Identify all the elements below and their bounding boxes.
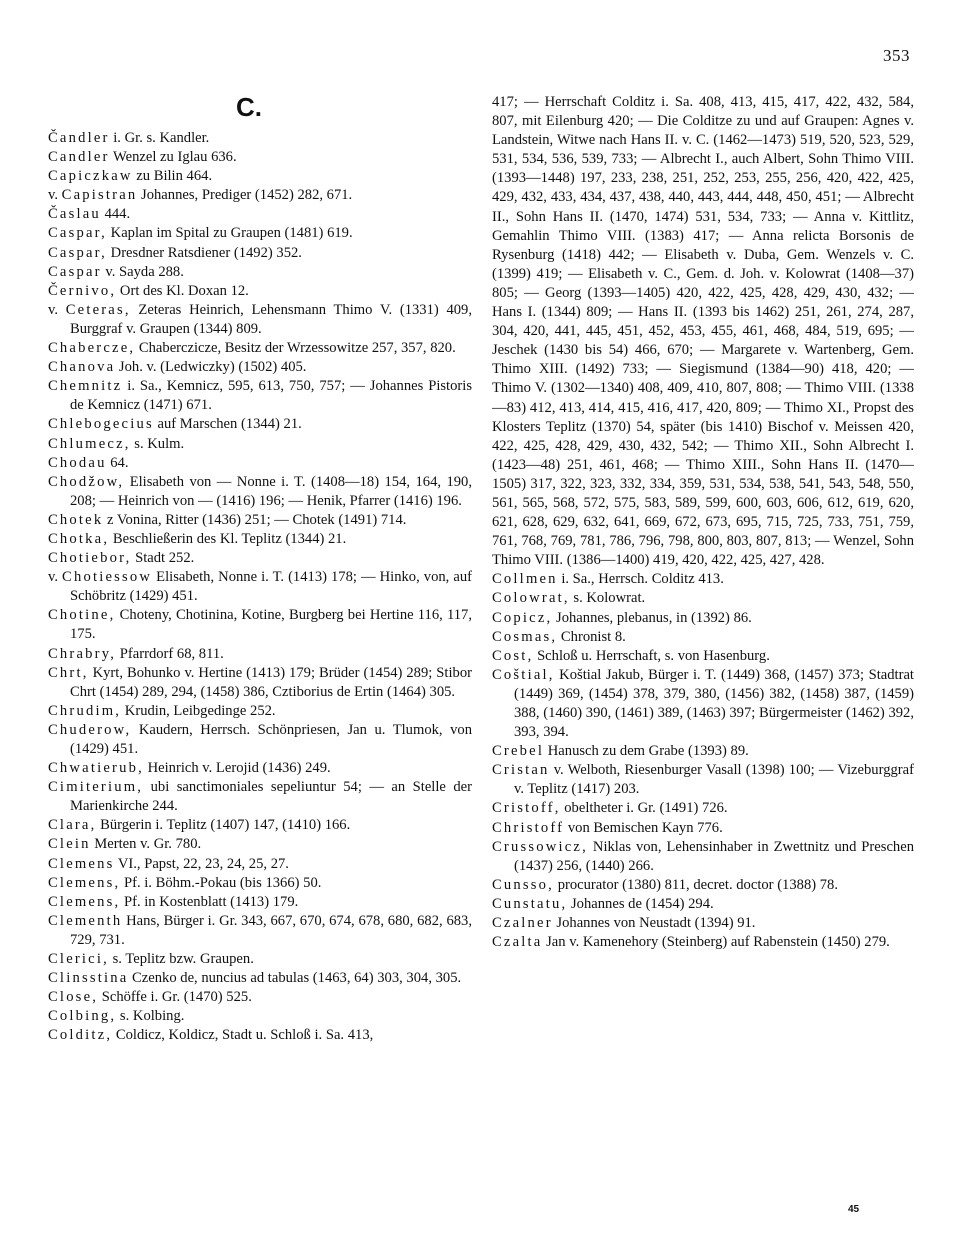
entry-text: 444.: [100, 206, 131, 223]
index-entry: [48, 835, 472, 854]
index-entry: [48, 224, 472, 243]
entry-text: Johannes de (1454) 294.: [567, 895, 714, 912]
index-entry: [48, 530, 472, 549]
entry-text: Ort des Kl. Doxan 12.: [116, 282, 249, 299]
entry-headword: Colowrat,: [492, 590, 570, 607]
index-entry: [48, 358, 472, 377]
entry-text: s. Teplitz bzw. Graupen.: [108, 951, 254, 968]
entry-headword: Čandler: [48, 130, 110, 146]
entry-headword: Chabercze,: [48, 340, 136, 357]
entry-headword: Chemnitz: [48, 378, 123, 395]
entry-headword: Chrudim,: [48, 702, 122, 719]
entry-text: Beschließerin des Kl. Teplitz (1344) 21.: [109, 530, 347, 547]
index-entry: [492, 666, 914, 742]
entry-text: Schöffe i. Gr. (1470) 525.: [98, 989, 252, 1006]
index-entry: [48, 759, 472, 778]
index-entry: [48, 205, 472, 224]
entry-headword: Clemens,: [48, 874, 121, 891]
entry-text: Stadt 252.: [131, 550, 195, 567]
section-letter: C.: [236, 92, 262, 122]
entry-text: zu Bilin 464.: [132, 168, 213, 185]
entry-text: Kyrt, Bohunko v. Hertine (1413) 179; Brüder (1454) 289; Stibor Chrt (1454) 289, 294, (1458) 386, Cztiborius de Ertin (1464) 305.: [70, 664, 472, 700]
index-entry: [492, 895, 914, 914]
index-entry: [48, 301, 472, 339]
entry-headword: Czalner: [492, 915, 553, 932]
index-entry: [48, 263, 472, 282]
entry-text: i. Gr. s. Kandler.: [109, 130, 210, 146]
signature-mark: 45: [848, 1204, 860, 1215]
entry-headword: Chotiebor,: [48, 550, 132, 567]
index-entry: [48, 568, 472, 606]
index-entry: [492, 761, 914, 799]
index-entry: [48, 148, 472, 167]
index-entry: [48, 1026, 472, 1045]
entry-headword: Chuderow,: [48, 721, 132, 738]
index-entry: [492, 570, 914, 589]
entry-text: Schloß u. Herrschaft, s. von Hasenburg.: [533, 647, 770, 664]
index-entry: [492, 647, 914, 666]
index-entry: [48, 186, 472, 205]
index-entry: [492, 838, 914, 876]
entry-headword: Cost,: [492, 647, 534, 664]
entry-headword: Chotine,: [48, 607, 116, 624]
entry-headword: Chlumecz,: [48, 435, 131, 452]
index-entry: [48, 511, 472, 530]
entry-text: procurator (1380) 811, decret. doctor (1388) 78.: [554, 876, 838, 893]
entry-text: obeltheter i. Gr. (1491) 726.: [560, 800, 728, 817]
entry-headword: Cosmas,: [492, 628, 558, 645]
index-entry: [48, 702, 472, 721]
index-entry: [48, 664, 472, 702]
entry-headword: Černivo,: [48, 282, 117, 299]
index-entry: [492, 933, 914, 952]
entry-headword: Christoff: [492, 819, 565, 836]
index-entry: [492, 819, 914, 838]
entry-text: Hans, Bürger i. Gr. 343, 667, 670, 674, 678, 680, 682, 683, 729, 731.: [70, 912, 472, 948]
entry-headword: Cunsso,: [492, 876, 555, 893]
index-entry: [48, 435, 472, 454]
entry-text: z Vonina, Ritter (1436) 251; — Chotek (1491) 714.: [103, 511, 407, 528]
entry-text: s. Kulm.: [130, 435, 185, 452]
entry-headword: Časlau: [48, 206, 101, 223]
entry-headword: Copicz,: [492, 609, 553, 626]
entry-headword: Cimiterium,: [48, 779, 144, 796]
index-entry: [492, 742, 914, 761]
index-entry: [492, 609, 914, 628]
entry-text: Zeteras Heinrich, Lehensmann Thimo V. (1331) 409, Burggraf v. Graupen (1344) 809.: [70, 301, 472, 337]
entry-text: i. Sa., Herrsch. Colditz 413.: [557, 571, 724, 588]
index-entry: [48, 167, 472, 186]
entry-headword: Caspar,: [48, 244, 107, 261]
entry-text: 64.: [106, 454, 129, 471]
entry-headword: Colbing,: [48, 1008, 117, 1025]
index-entry: [48, 969, 472, 988]
entry-text: Chaberczicze, Besitz der Wrzessowitze 257, 357, 820.: [135, 340, 456, 357]
entry-headword: Ceteras,: [65, 301, 131, 318]
index-entry: [48, 454, 472, 473]
index-entry: [492, 628, 914, 647]
entry-headword: Cristan: [492, 762, 550, 779]
entry-text: Niklas von, Lehensinhaber in Zwettnitz und Preschen (1437) 256, (1440) 266.: [514, 838, 914, 874]
entry-headword: Chotek: [48, 511, 104, 528]
index-entry: [48, 282, 472, 301]
entry-headword: Caspar: [48, 263, 102, 280]
entry-headword: Clara,: [48, 817, 97, 834]
entry-headword: Chotiessow: [62, 569, 153, 586]
entry-headword: Chwatierub,: [48, 760, 144, 777]
index-entry: [48, 339, 472, 358]
entry-prefix: v.: [48, 569, 63, 586]
entry-text: Koštial Jakub, Bürger i. T. (1449) 368, (1457) 373; Stadtrat (1449) 369, (1454) 378, 379, 380, (1456) 382, (1458) 387, (1459) 388, (1460) 390, (1461) 389, (1463) 397; Bürgermeister (1462) 392, 393, 394.: [514, 666, 914, 741]
entry-text: Kaudern, Herrsch. Schönpriesen, Jan u. Tlumok, von (1429) 451.: [70, 721, 472, 757]
entry-headword: Capiczkaw: [48, 168, 133, 185]
entry-headword: Crebel: [492, 743, 545, 760]
entry-text: Krudin, Leibgedinge 252.: [121, 702, 276, 719]
index-entry: [492, 914, 914, 933]
entry-text: Johannes, Prediger (1452) 282, 671.: [137, 187, 353, 204]
index-entry: [48, 645, 472, 664]
entry-text: Jan v. Kamenehory (Steinberg) auf Rabenstein (1450) 279.: [542, 934, 890, 951]
index-entry: [48, 855, 472, 874]
index-entry: [48, 874, 472, 893]
entry-headword: Clinsstina: [48, 970, 129, 987]
right-column: [492, 93, 914, 952]
index-entry: [48, 721, 472, 759]
entry-text: Choteny, Chotinina, Kotine, Burgberg bei Hertine 116, 117, 175.: [70, 607, 472, 643]
entry-text: Johannes, plebanus, in (1392) 86.: [552, 609, 752, 626]
entry-headword: Cristoff,: [492, 800, 561, 817]
index-entry: [48, 1007, 472, 1026]
index-entry: [48, 244, 472, 263]
entry-headword: Colditz,: [48, 1027, 113, 1044]
entry-text: Elisabeth von — Nonne i. T. (1408—18) 154, 164, 190, 208; — Heinrich von — (1416) 196; — Henik, Pfarrer (1416) 196.: [70, 473, 472, 509]
index-entry: [48, 129, 472, 148]
entry-text: Bürgerin i. Teplitz (1407) 147, (1410) 166.: [96, 817, 351, 834]
index-entry: [492, 799, 914, 818]
index-entry: [492, 876, 914, 895]
entry-text: Johannes von Neustadt (1394) 91.: [552, 915, 756, 932]
entry-text: i. Sa., Kemnicz, 595, 613, 750, 757; — Johannes Pistoris de Kemnicz (1471) 671.: [70, 378, 472, 414]
entry-text: ubi sanctimoniales sepeliuntur 54; — an Stelle der Marienkirche 244.: [70, 779, 472, 815]
entry-text: VI., Papst, 22, 23, 24, 25, 27.: [114, 855, 289, 872]
entry-headword: Close,: [48, 989, 99, 1006]
entry-text: Joh. v. (Ledwiczky) (1502) 405.: [115, 359, 307, 376]
entry-text: Pf. in Kostenblatt (1413) 179.: [120, 893, 299, 910]
entry-headword: Chrt,: [48, 664, 89, 681]
index-entry: [48, 549, 472, 568]
entry-text: Heinrich v. Lerojid (1436) 249.: [143, 760, 331, 777]
entry-headword: Collmen: [492, 571, 558, 588]
index-entry: [48, 912, 472, 950]
entry-headword: Clemens: [48, 855, 115, 872]
index-entry: [48, 415, 472, 434]
index-entry: [492, 589, 914, 608]
entry-text: auf Marschen (1344) 21.: [153, 416, 302, 433]
entry-headword: Chodžow,: [48, 473, 125, 490]
index-entry: [48, 606, 472, 644]
entry-text: Wenzel zu Iglau 636.: [109, 149, 237, 166]
entry-text: Hanusch zu dem Grabe (1393) 89.: [544, 743, 749, 760]
entry-text: Elisabeth, Nonne i. T. (1413) 178; — Hinko, von, auf Schöbritz (1429) 451.: [70, 569, 472, 605]
index-entry: [48, 988, 472, 1007]
index-entry: [48, 473, 472, 511]
index-entry: [48, 778, 472, 816]
entry-text: Pfarrdorf 68, 811.: [116, 645, 224, 662]
entry-headword: Cunstatu,: [492, 895, 568, 912]
entry-headword: Chotka,: [48, 530, 110, 547]
entry-prefix: v.: [48, 301, 66, 318]
entry-text: Coldicz, Koldicz, Stadt u. Schloß i. Sa. 413,: [112, 1027, 374, 1044]
colditz-entry-continuation: 417; — Herrschaft Colditz i. Sa. 408, 413, 415, 417, 422, 432, 584, 807, mit Eilenburg 420; — Die Colditze zu und auf Graupen: Agnes v. Landstein, Witwe nach Hans II. v. C. (1462—1473) 519, 520, 523, 529, 531, 534, 536, 539, 733; — Albrecht I., auch Albert, Sohn Thimo VIII. (1393—1448) 197, 233, 238, 251, 252, 253, 255, 256, 420, 422, 425, 429, 432, 433, 434, 437, 438, 440, 443, 444, 448, 450, 451; — Albrecht II., Sohn Hans II. (1470, 1474) 531, 534, 733; — Anna v. Kittlitz, Gemahlin Thimo VIII. (1383) 417; — Anna relicta Borsonis de Rysenburg (1418) 442; — Elisabeth v. Duba, Gem. Wenzels v. C. (1399) 419; — Elisabeth v. C., Gem. d. Joh. v. Kolowrat (1408—37) 805; — Georg (1393—1405) 420, 422, 425, 428, 429, 430, 432; — Hans I. (1344) 809; — Hans II. (1393 bis 1462) 251, 261, 274, 287, 304, 420, 441, 445, 451, 452, 453, 455, 461, 468, 484, 519, 695; — Jeschek (1430 bis 54) 466, 670; — Margarete v. Wartenberg, Gem. Thimo XIII. (1492) 733; — Siegismund (1384—90) 418, 420; — Thimo V. (1302—1340) 408, 409, 410, 807, 808; — Thimo VIII. (1338—83) 412, 413, 414, 415, 416, 417, 420, 809; — Thimo XI., Propst des Klosters Teplitz (1370) 54, später (bis 1410) Bischof v. Meissen 420, 422, 425, 428, 429, 430, 432, 542; — Thimo XII., Sohn Albrecht I. (1423—48) 251, 461, 468; — Thimo XIII., Sohn Hans II. (1470—1505) 317, 322, 323, 332, 334, 359, 531, 534, 538, 541, 543, 548, 550, 561, 565, 568, 572, 575, 583, 589, 599, 600, 603, 606, 612, 619, 620, 621, 628, 629, 632, 641, 669, 672, 673, 695, 715, 725, 733, 751, 759, 761, 768, 769, 781, 786, 796, 798, 800, 803, 807, 813; — Wenzel, Sohn Thimo VIII. (1386—1400) 419, 420, 422, 425, 427, 428.: [492, 94, 914, 569]
entry-text: s. Kolbing.: [116, 1008, 185, 1025]
entry-text: v. Sayda 288.: [101, 263, 184, 280]
entry-headword: Coštial,: [492, 666, 555, 683]
left-column: [48, 129, 472, 1046]
entry-headword: Candler: [48, 149, 110, 166]
entry-headword: Chanova: [48, 359, 116, 376]
entry-text: Chronist 8.: [557, 628, 626, 645]
index-entry: [48, 816, 472, 835]
entry-headword: Capistran: [61, 187, 138, 204]
entry-headword: Clerici,: [48, 951, 109, 968]
entry-headword: Clementh: [48, 912, 123, 929]
entry-text: Merten v. Gr. 780.: [90, 836, 202, 853]
entry-headword: Clemens,: [48, 893, 121, 910]
entry-text: Czenko de, nuncius ad tabulas (1463, 64) 303, 304, 305.: [128, 970, 462, 987]
entry-headword: Crussowicz,: [492, 838, 588, 855]
entry-text: Dresdner Ratsdiener (1492) 352.: [107, 244, 302, 261]
index-entry: [48, 377, 472, 415]
index-entry: [48, 950, 472, 969]
entry-text: Pf. i. Böhm.-Pokau (bis 1366) 50.: [120, 874, 322, 891]
page-number: 353: [883, 46, 910, 65]
entry-headword: Caspar,: [48, 225, 107, 242]
entry-text: s. Kolowrat.: [569, 590, 646, 607]
entry-headword: Czalta: [492, 934, 543, 951]
entry-prefix: v.: [48, 187, 62, 204]
entry-text: von Bemischen Kayn 776.: [564, 819, 723, 836]
entry-headword: Clein: [48, 836, 91, 853]
entry-text: Kaplan im Spital zu Graupen (1481) 619.: [107, 225, 353, 242]
index-entry: [48, 893, 472, 912]
entry-headword: Chodau: [48, 454, 107, 471]
entry-text: v. Welboth, Riesenburger Vasall (1398) 100; — Vizeburggraf v. Teplitz (1417) 203.: [514, 762, 914, 798]
entry-headword: Chlebogecius: [48, 416, 154, 433]
entry-headword: Chrabry,: [48, 645, 117, 662]
